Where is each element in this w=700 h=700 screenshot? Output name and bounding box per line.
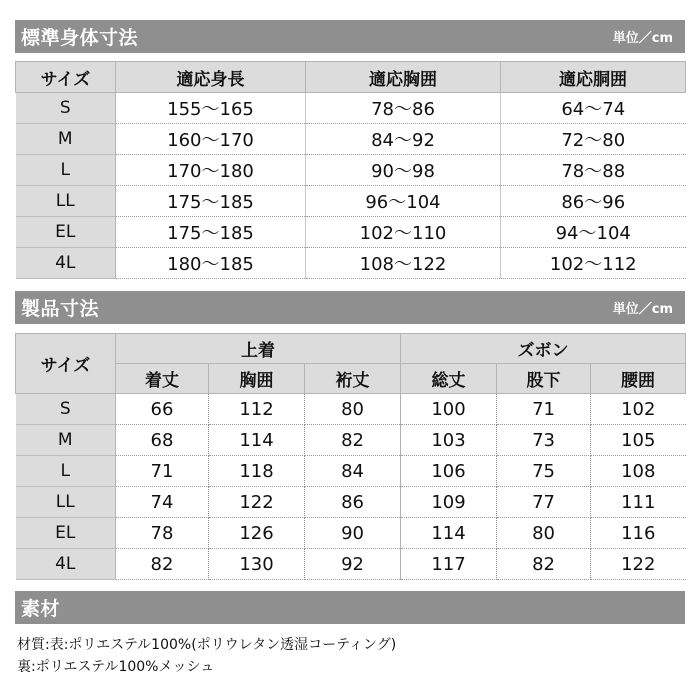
table-cell: 106 [401,456,497,487]
size-cell: M [16,124,116,155]
sub-header-row [16,364,686,394]
table-cell: 86〜96 [501,186,686,217]
section-header-material [15,591,685,624]
column-header: 適応胸囲 [306,62,501,93]
table-cell: 84〜92 [306,124,501,155]
size-cell: 4L [16,549,116,580]
table-cell: 90〜98 [306,155,501,186]
table-cell: 114 [209,425,305,456]
size-cell: LL [16,186,116,217]
table-cell: 114 [401,518,497,549]
table-cell: 73 [497,425,591,456]
column-header: 着丈 [116,364,209,394]
table-cell: 78 [116,518,209,549]
table-cell: 71 [116,456,209,487]
section-header-standard-body-size [15,20,685,53]
table-cell: 116 [591,518,686,549]
column-header: サイズ [16,62,116,93]
table-cell: 72〜80 [501,124,686,155]
table-cell: 118 [209,456,305,487]
table-cell: 82 [305,425,401,456]
table-cell: 102〜110 [306,217,501,248]
table-cell: 100 [401,394,497,425]
table-row [16,155,686,186]
table-header-row [16,62,686,93]
table-cell: 111 [591,487,686,518]
table-cell: 78〜86 [306,93,501,124]
size-cell: 4L [16,248,116,279]
section-title: 素材 [21,598,61,620]
table-cell: 84 [305,456,401,487]
section-title: 標準身体寸法 [21,27,139,49]
column-header: 総丈 [401,364,497,394]
table-cell: 122 [591,549,686,580]
group-header-row [16,334,686,364]
table-cell: 112 [209,394,305,425]
section-title: 製品寸法 [21,298,100,320]
size-cell: L [16,155,116,186]
table-row [16,217,686,248]
table-cell: 175〜185 [116,217,306,248]
size-cell: EL [16,518,116,549]
table-cell: 75 [497,456,591,487]
column-header: 胸囲 [209,364,305,394]
table-cell: 92 [305,549,401,580]
table-cell: 109 [401,487,497,518]
table-row [16,93,686,124]
table-cell: 82 [497,549,591,580]
table-cell: 77 [497,487,591,518]
column-header: 股下 [497,364,591,394]
table-row [16,248,686,279]
table-cell: 68 [116,425,209,456]
product-size-table [15,333,686,580]
section-header-product-size [15,291,685,324]
table-cell: 130 [209,549,305,580]
material-line: 裏:ポリエステル100%メッシュ [17,659,215,675]
table-row [16,394,686,425]
table-cell: 160〜170 [116,124,306,155]
table-row [16,186,686,217]
table-cell: 108 [591,456,686,487]
table-cell: 103 [401,425,497,456]
table-row [16,124,686,155]
table-cell: 71 [497,394,591,425]
table-cell: 155〜165 [116,93,306,124]
table-cell: 96〜104 [306,186,501,217]
material-line: 材質:表:ポリエステル100%(ポリウレタン透湿コーティング) [17,637,397,653]
standard-body-size-table [15,61,686,279]
table-row [16,518,686,549]
group-header-pants: ズボン [401,334,686,364]
column-header: 腰囲 [591,364,686,394]
unit-label: 単位／cm [612,31,673,46]
column-header: 適応胴囲 [501,62,686,93]
column-header: 適応身長 [116,62,306,93]
size-cell: S [16,93,116,124]
size-cell: M [16,425,116,456]
table-cell: 126 [209,518,305,549]
table-cell: 117 [401,549,497,580]
table-row [16,425,686,456]
table-cell: 78〜88 [501,155,686,186]
unit-label: 単位／cm [612,302,673,317]
material-notes [17,634,396,678]
size-cell: L [16,456,116,487]
table-cell: 170〜180 [116,155,306,186]
table-cell: 180〜185 [116,248,306,279]
table-cell: 80 [305,394,401,425]
table-cell: 102〜112 [501,248,686,279]
table-cell: 74 [116,487,209,518]
table-cell: 90 [305,518,401,549]
table-cell: 66 [116,394,209,425]
table-row [16,549,686,580]
table-cell: 105 [591,425,686,456]
table-cell: 86 [305,487,401,518]
table-cell: 175〜185 [116,186,306,217]
table-row [16,456,686,487]
table-cell: 82 [116,549,209,580]
size-cell: S [16,394,116,425]
size-cell: LL [16,487,116,518]
table-cell: 122 [209,487,305,518]
table-cell: 94〜104 [501,217,686,248]
table-cell: 108〜122 [306,248,501,279]
size-header: サイズ [16,334,116,394]
size-cell: EL [16,217,116,248]
group-header-jacket: 上着 [116,334,401,364]
table-row [16,487,686,518]
table-cell: 102 [591,394,686,425]
table-cell: 64〜74 [501,93,686,124]
table-cell: 80 [497,518,591,549]
column-header: 裄丈 [305,364,401,394]
